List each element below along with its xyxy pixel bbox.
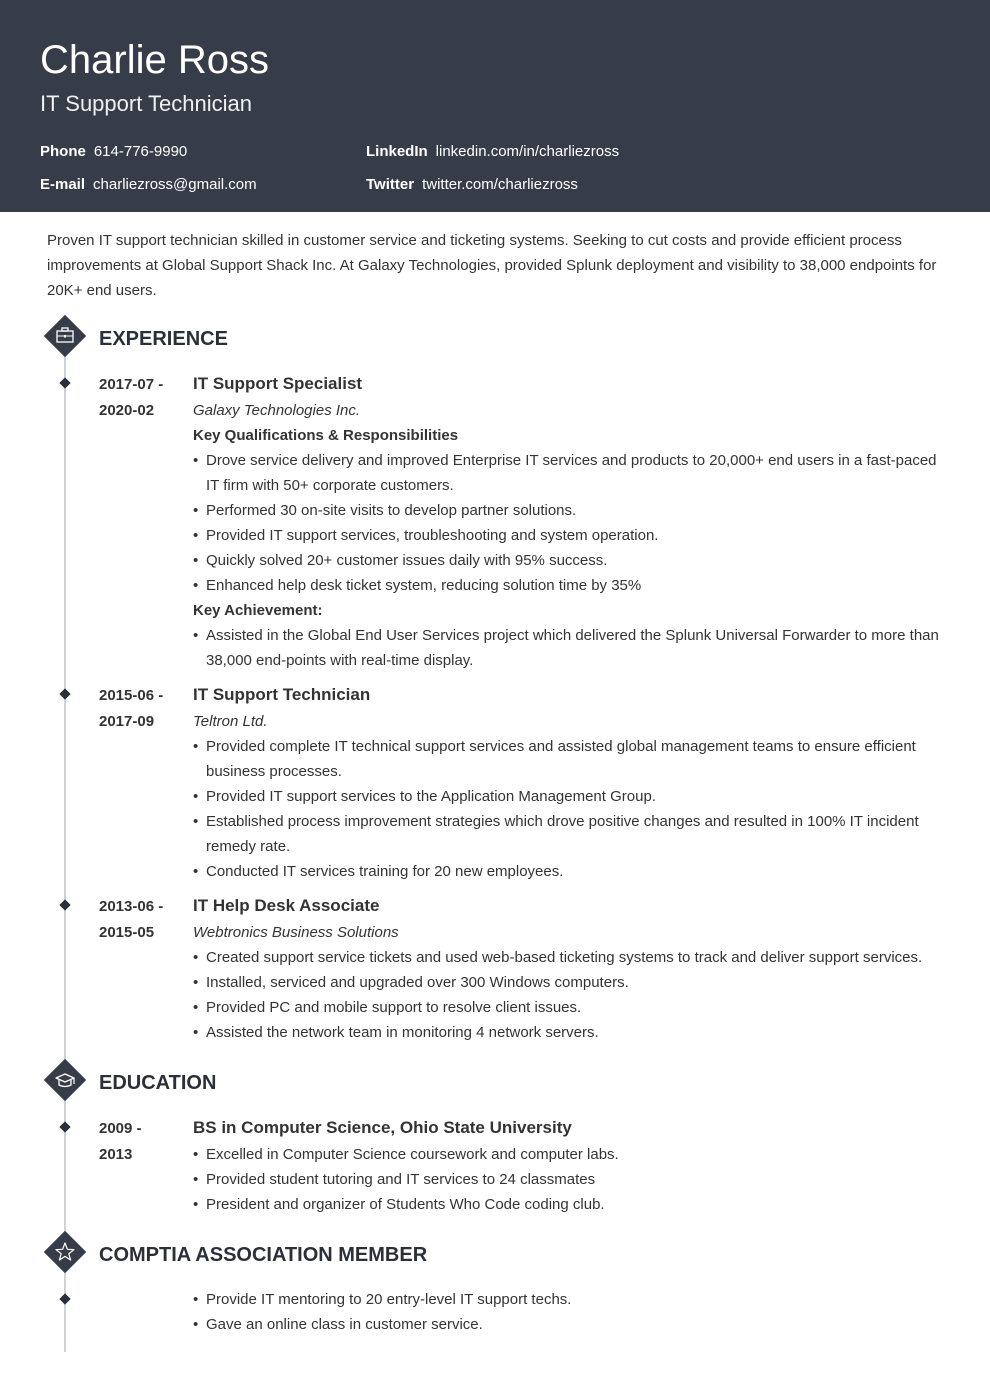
contact-label: Phone <box>40 143 86 160</box>
contact-email <box>40 176 257 194</box>
company-name: Webtronics Business Solutions <box>193 924 399 941</box>
list-item: • Gave an online class in customer service. <box>193 1312 953 1337</box>
list-item: • Provide IT mentoring to 20 entry-level IT support techs. <box>193 1287 953 1312</box>
timeline-dot <box>59 1121 71 1133</box>
list-item: • Provided complete IT technical support services and assisted global management teams to ensure efficient business processes. <box>193 734 953 784</box>
list-item: • Assisted in the Global End User Services project which delivered the Splunk Universal Forwarder to more than 38,000 end-points with real-time display. <box>193 623 953 673</box>
membership-list <box>193 1287 953 1337</box>
responsibilities-list <box>193 448 953 598</box>
job-title: IT Support Specialist <box>193 374 363 393</box>
phone-value: 614-776-9990 <box>93 143 188 160</box>
education-entry <box>193 1117 953 1217</box>
list-item: • Established process improvement strategies which drove positive changes and resulted in 100% IT incident remedy rate. <box>193 809 953 859</box>
twitter-value[interactable]: twitter.com/charliezross <box>422 176 578 193</box>
list-item: • Performed 30 on-site visits to develop partner solutions. <box>193 498 953 523</box>
timeline-dot <box>59 1293 71 1305</box>
timeline-line <box>64 356 66 1352</box>
education-date: 2009 - 2013 <box>99 1120 142 1163</box>
list-item: • Enhanced help desk ticket system, reducing solution time by 35% <box>193 573 953 598</box>
education-list <box>193 1142 953 1217</box>
list-item: • President and organizer of Students Who Code coding club. <box>193 1192 953 1217</box>
job-date: 2013-06 - 2015-05 <box>99 898 164 941</box>
contact-twitter <box>366 176 578 194</box>
responsibilities-list <box>193 945 953 1045</box>
job-entry <box>193 373 953 673</box>
candidate-name: Charlie Ross <box>40 38 269 82</box>
qualifications-heading: Key Qualifications & Responsibilities <box>193 427 459 444</box>
list-item: • Provided PC and mobile support to resolve client issues. <box>193 995 953 1020</box>
degree-title: BS in Computer Science, Ohio State University <box>193 1118 572 1137</box>
contact-phone <box>40 143 187 161</box>
company-name: Galaxy Technologies Inc. <box>193 402 361 419</box>
briefcase-icon <box>44 315 86 357</box>
list-item: • Provided student tutoring and IT services to 24 classmates <box>193 1167 953 1192</box>
contact-label: LinkedIn <box>366 143 428 160</box>
job-entry <box>193 895 953 1045</box>
list-item: • Assisted the network team in monitoring 4 network servers. <box>193 1020 953 1045</box>
star-icon <box>44 1231 86 1273</box>
section-title-membership: COMPTIA ASSOCIATION MEMBER <box>99 1244 428 1266</box>
list-item: • Conducted IT services training for 20 new employees. <box>193 859 953 884</box>
membership-entry <box>193 1287 953 1337</box>
contact-linkedin <box>366 143 619 161</box>
job-title: IT Support Technician <box>193 685 371 704</box>
graduation-cap-icon <box>44 1059 86 1101</box>
timeline-dot <box>59 377 71 389</box>
timeline-dot <box>59 688 71 700</box>
linkedin-value[interactable]: linkedin.com/in/charliezross <box>435 143 620 160</box>
section-title-experience: EXPERIENCE <box>99 328 228 350</box>
responsibilities-list <box>193 734 953 884</box>
timeline-dot <box>59 899 71 911</box>
list-item: • Drove service delivery and improved Enterprise IT services and products to 20,000+ end users in a fast-paced IT firm with 50+ corporate customers. <box>193 448 953 498</box>
resume-header <box>0 0 990 212</box>
list-item: • Excelled in Computer Science coursework and computer labs. <box>193 1142 953 1167</box>
job-entry <box>193 684 953 884</box>
list-item: • Quickly solved 20+ customer issues daily with 95% success. <box>193 548 953 573</box>
achievements-list <box>193 623 953 673</box>
job-date: 2017-07 - 2020-02 <box>99 376 164 419</box>
job-title: IT Help Desk Associate <box>193 896 380 915</box>
list-item: • Installed, serviced and upgraded over 300 Windows computers. <box>193 970 953 995</box>
list-item: • Created support service tickets and used web-based ticketing systems to track and deliver support services. <box>193 945 953 970</box>
list-item: • Provided IT support services, troubleshooting and system operation. <box>193 523 953 548</box>
candidate-title: IT Support Technician <box>40 91 252 116</box>
job-date: 2015-06 - 2017-09 <box>99 687 164 730</box>
list-item: • Provided IT support services to the Application Management Group. <box>193 784 953 809</box>
email-value[interactable]: charliezross@gmail.com <box>93 176 257 193</box>
contact-label: E-mail <box>40 176 86 193</box>
achievement-heading: Key Achievement: <box>193 602 323 619</box>
company-name: Teltron Ltd. <box>193 713 268 730</box>
section-title-education: EDUCATION <box>99 1072 217 1094</box>
contact-label: Twitter <box>366 176 415 193</box>
summary-paragraph: Proven IT support technician skilled in customer service and ticketing systems. Seeking to cut costs and provide efficient process improvements at Global Support Shack Inc. At Galaxy Technologies, provided Splunk deployment and visibility to 38,000 endpoints for 20K+ end users. <box>47 232 937 299</box>
